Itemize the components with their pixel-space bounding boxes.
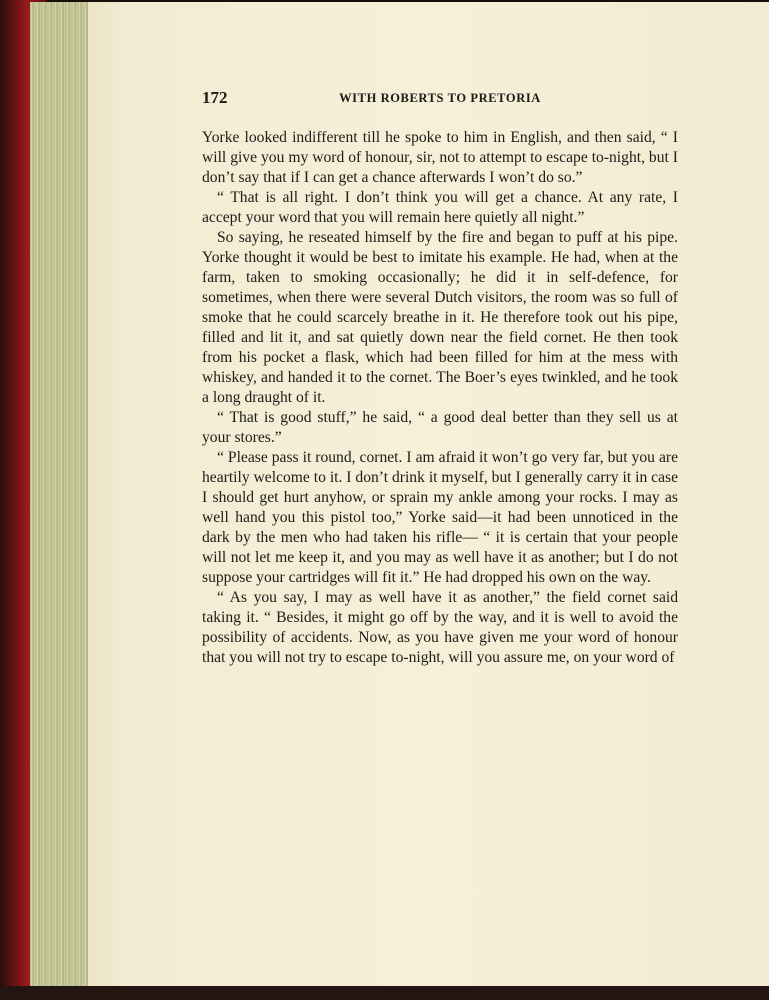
paragraph: “ That is all right. I don’t think you will get a chance. At any rate, I accept your word that you will remain here quietly all night.” — [202, 189, 678, 226]
running-head: WITH ROBERTS TO PRETORIA — [339, 91, 541, 105]
paragraph: “ As you say, I may as well have it as another,” the field cornet said taking it. “ Besides, it might go off by the way, and it is well to avoid the possibility of accidents. Now, as you have given me your word of honour that you will not try to escape to-night, will you assure me, on your word of — [202, 589, 678, 666]
paragraph: So saying, he reseated himself by the fire and began to puff at his pipe. Yorke thought it would be best to imitate his example. He had, when at the farm, taken to smoking occasionally; he did it in self-defence, for sometimes, when there were several Dutch visitors, the room was so full of smoke that he could scarcely breathe in it. He therefore took out his pipe, filled and lit it, and sat quietly down near the field cornet. He then took from his pocket a flask, which had been filled for him at the mess with whiskey, and handed it to the cornet. The Boer’s eyes twinkled, and he took a long draught of it. — [202, 229, 678, 406]
page-number: 172 — [202, 88, 228, 107]
paragraph: Yorke looked indifferent till he spoke to him in English, and then said, “ I will give you my word of honour, sir, not to attempt to escape to-night, but I don’t say that if I can get a chance afterwards I won’t do so.” — [202, 129, 678, 186]
page-header — [202, 88, 678, 112]
body-text — [202, 128, 678, 668]
page-edges — [30, 2, 97, 992]
paragraph: “ Please pass it round, cornet. I am afraid it won’t go very far, but you are heartily welcome to it. I don’t drink it myself, but I generally carry it in case I should get hurt anyhow, or sprain my ankle among your rocks. I may as well hand you this pistol too,” Yorke said—it had been unnoticed in the dark by the men who had taken his rifle— “ it is certain that your people will not let me keep it, and you may as well have it as another; but I do not suppose your cartridges will fit it.” He had dropped his own on the way. — [202, 449, 678, 586]
paragraph: “ That is good stuff,” he said, “ a good deal better than they sell us at your stores.” — [202, 409, 678, 446]
bottom-shadow — [0, 986, 769, 1000]
